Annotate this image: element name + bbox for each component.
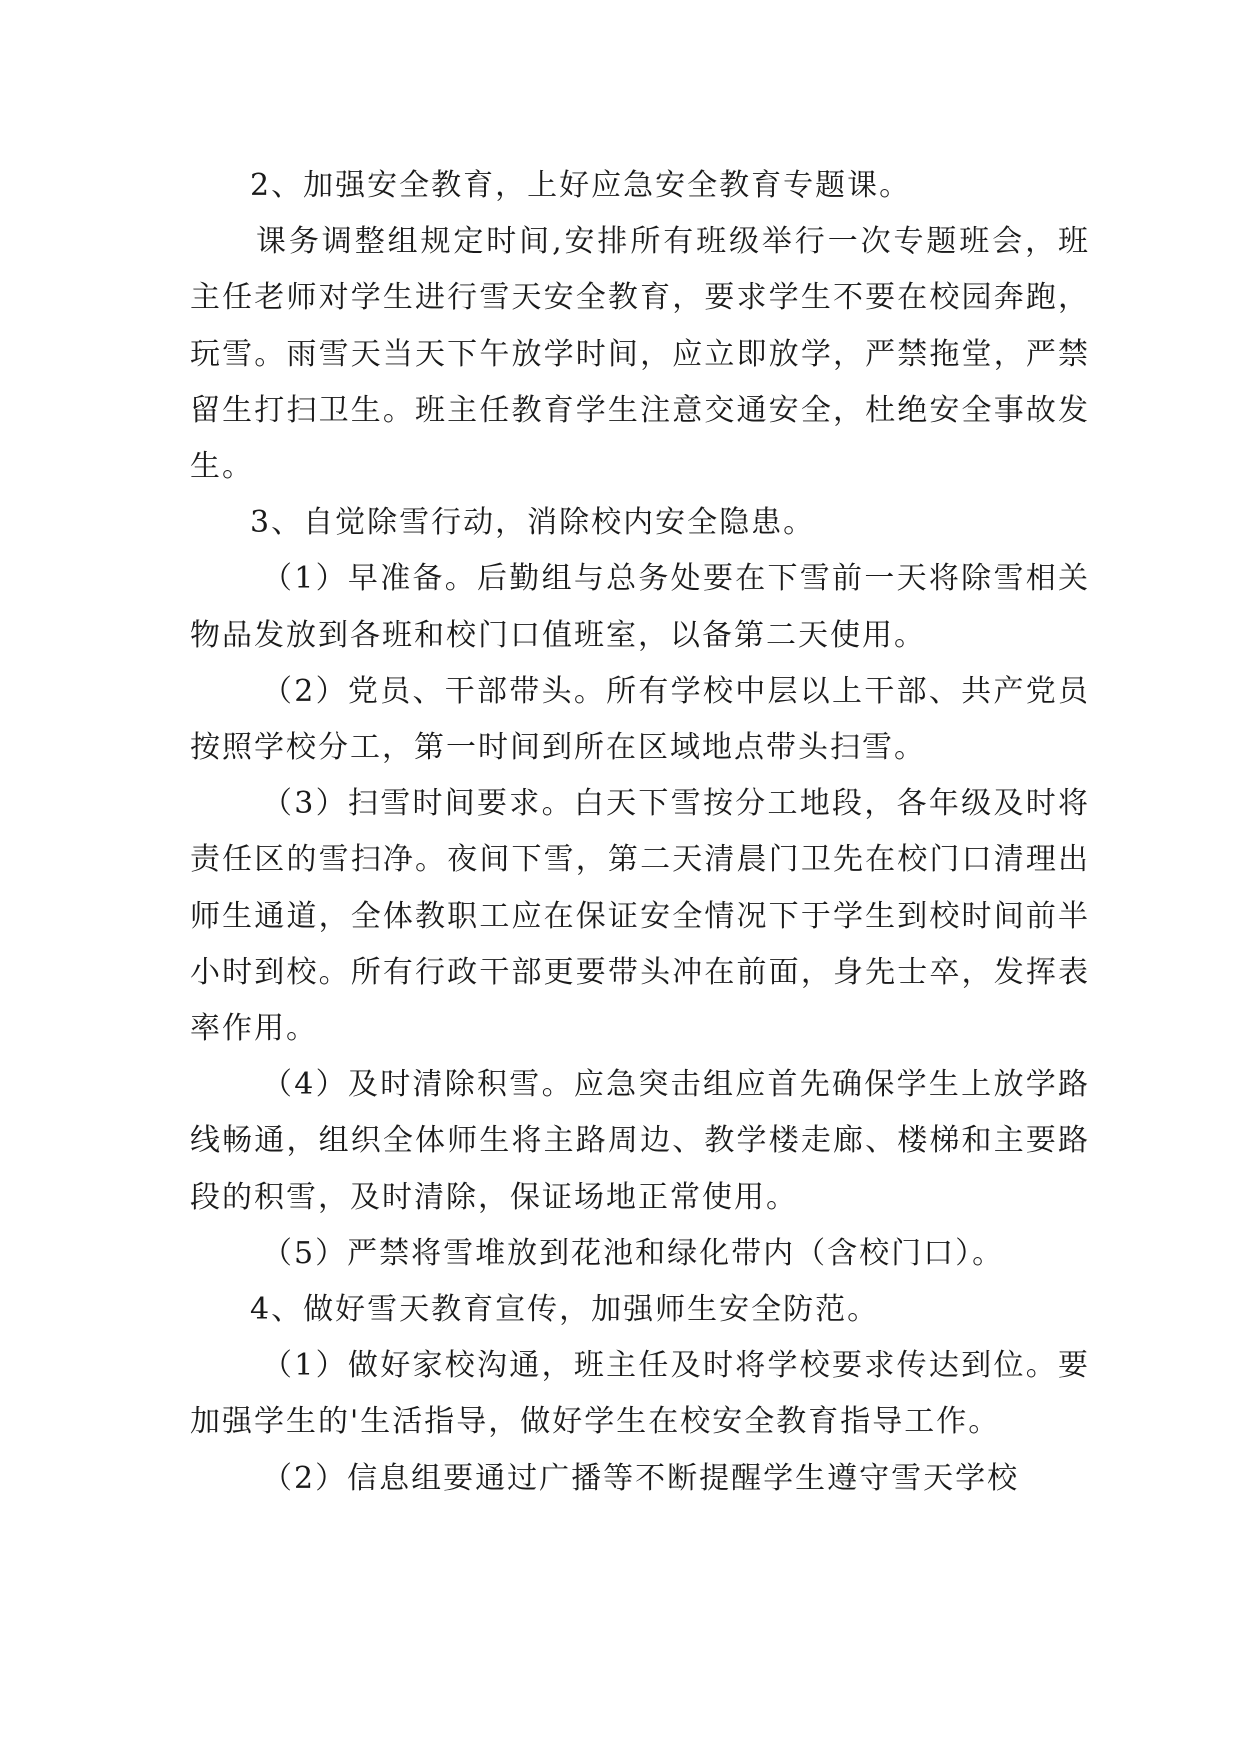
document-body (190, 158, 1090, 1507)
list-item-3-5: （5）严禁将雪堆放到花池和绿化带内（含校门口）。 (262, 1235, 1005, 1271)
list-item-3-2: （2）党员、干部带头。所有学校中层以上干部、共产党员按照学校分工，第一时间到所在区域地点带头扫雪。 (190, 673, 1090, 766)
list-item-3-1: （1）早准备。后勤组与总务处要在下雪前一天将除雪相关物品发放到各班和校门口值班室，以备第二天使用。 (190, 561, 1090, 653)
paragraph-class-meeting: 课务调整组规定时间,安排所有班级举行一次专题班会，班主任老师对学生进行雪天安全教育，要求学生不要在校园奔跑，玩雪。雨雪天当天下午放学时间，应立即放学，严禁拖堂，严禁留生打扫卫生。班主任教育学生注意交通安全，杜绝安全事故发生。 (190, 224, 1090, 485)
list-item-3-3: （3）扫雪时间要求。白天下雪按分工地段，各年级及时将责任区的雪扫净。夜间下雪，第二天清晨门卫先在校门口清理出师生通道，全体教职工应在保证安全情况下于学生到校时间前半小时到校。所有行政干部更要带头冲在前面，身先士卒，发挥表率作用。 (190, 786, 1090, 1047)
list-item-4-1: （1）做好家校沟通，班主任及时将学校要求传达到位。要加强学生的'生活指导，做好学生在校安全教育指导工作。 (190, 1348, 1090, 1440)
section-heading-4: 4、做好雪天教育宣传，加强师生安全防范。 (250, 1292, 880, 1328)
section-heading-3: 3、自觉除雪行动，消除校内安全隐患。 (250, 505, 816, 541)
section-heading-2: 2、加强安全教育，上好应急安全教育专题课。 (250, 168, 912, 203)
list-item-3-4: （4）及时清除积雪。应急突击组应首先确保学生上放学路线畅通，组织全体师生将主路周边、教学楼走廊、楼梯和主要路段的积雪，及时清除，保证场地正常使用。 (190, 1067, 1090, 1215)
list-item-4-2: （2）信息组要通过广播等不断提醒学生遵守雪天学校 (262, 1460, 1020, 1496)
